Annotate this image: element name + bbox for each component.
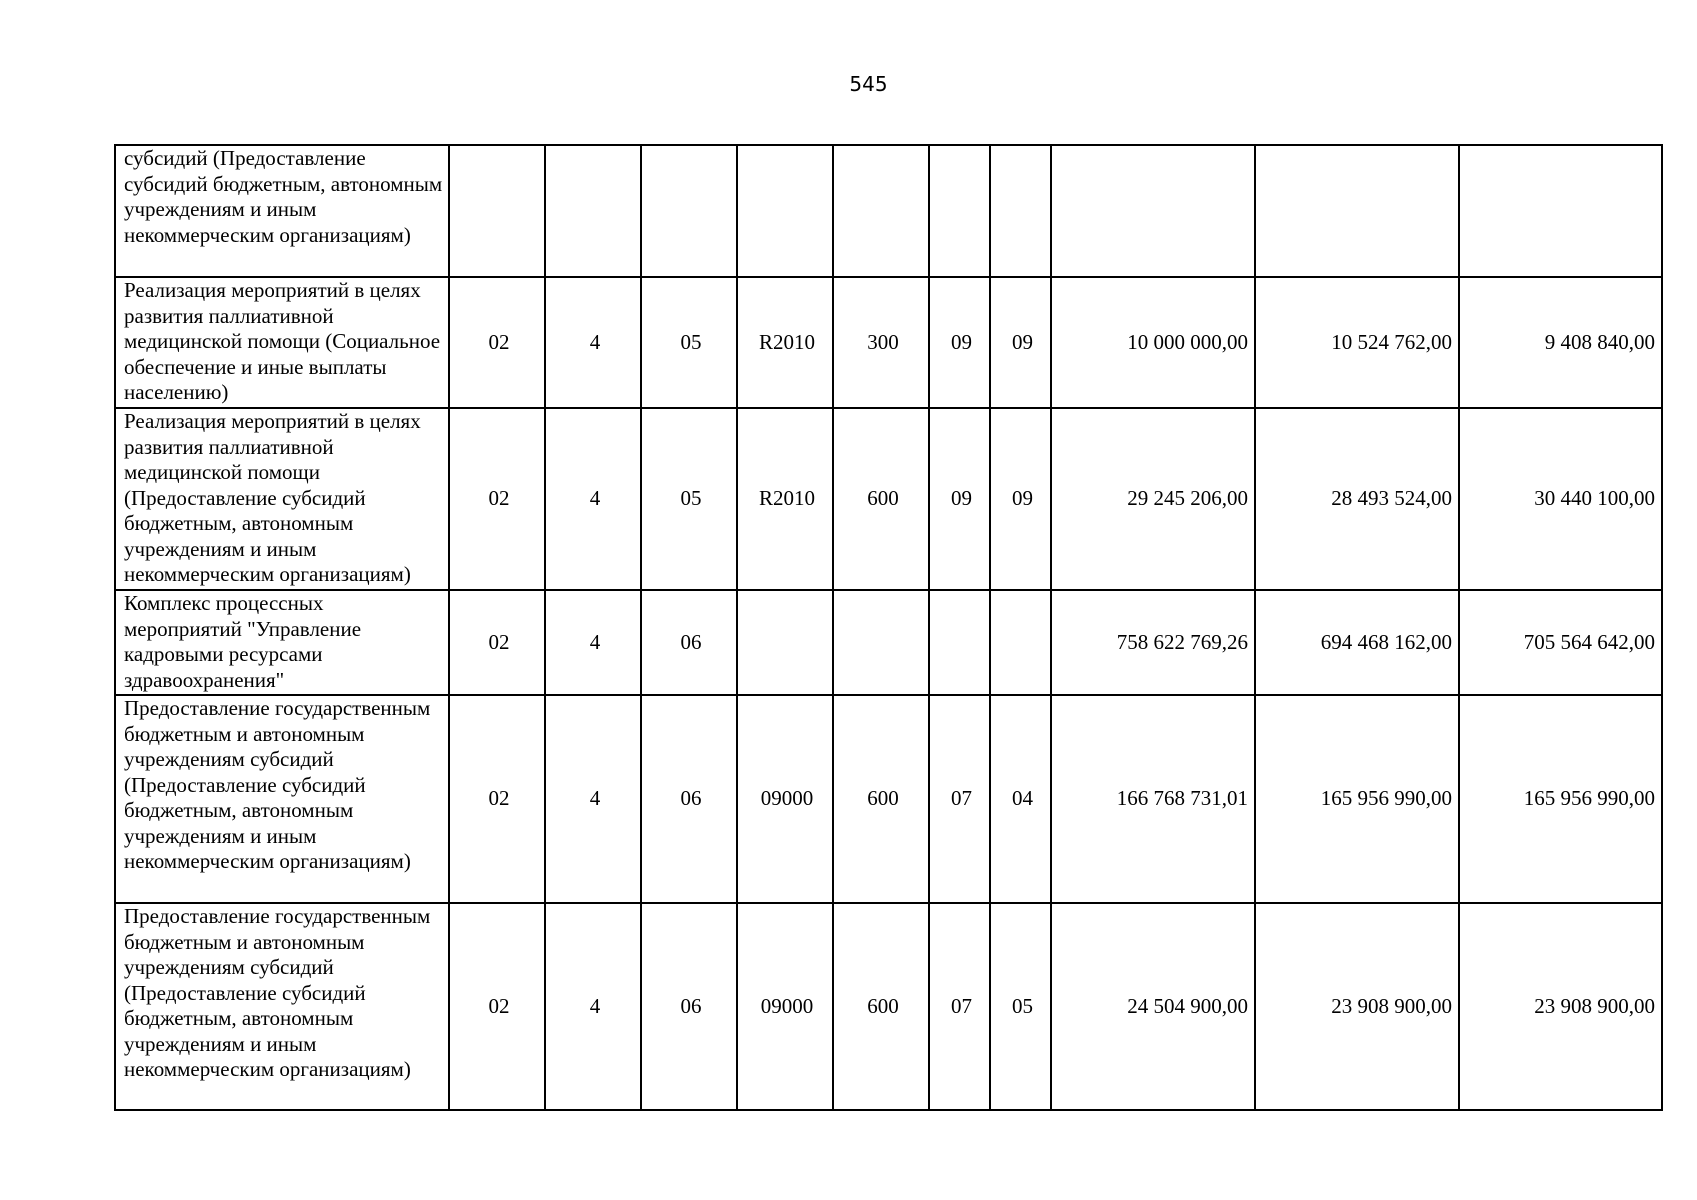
row-description: Реализация мероприятий в целях развития паллиативной медицинской помощи (Социальное обеспечение и иные выплаты населению) bbox=[115, 277, 449, 408]
amount-year-2: 165 956 990,00 bbox=[1255, 695, 1459, 903]
direction-code bbox=[737, 145, 833, 277]
table-row bbox=[115, 277, 1662, 408]
direction-code: R2010 bbox=[737, 408, 833, 590]
subprogram-code bbox=[545, 145, 641, 277]
table-row bbox=[115, 145, 1662, 277]
amount-year-3 bbox=[1459, 145, 1662, 277]
subsection-code bbox=[990, 145, 1051, 277]
direction-code: 09000 bbox=[737, 903, 833, 1110]
table-row bbox=[115, 590, 1662, 695]
budget-table bbox=[114, 144, 1663, 1111]
direction-code: R2010 bbox=[737, 277, 833, 408]
activity-code: 05 bbox=[641, 408, 737, 590]
amount-year-2: 23 908 900,00 bbox=[1255, 903, 1459, 1110]
amount-year-1: 758 622 769,26 bbox=[1051, 590, 1255, 695]
activity-code: 05 bbox=[641, 277, 737, 408]
amount-year-3: 23 908 900,00 bbox=[1459, 903, 1662, 1110]
program-code: 02 bbox=[449, 695, 545, 903]
page-number: 545 bbox=[849, 72, 888, 96]
amount-year-3: 9 408 840,00 bbox=[1459, 277, 1662, 408]
section-code: 09 bbox=[929, 277, 990, 408]
program-code: 02 bbox=[449, 277, 545, 408]
activity-code: 06 bbox=[641, 590, 737, 695]
section-code bbox=[929, 145, 990, 277]
row-description: субсидий (Предоставление субсидий бюджетным, автономным учреждениям и иным некоммерческим организациям) bbox=[115, 145, 449, 277]
amount-year-3: 705 564 642,00 bbox=[1459, 590, 1662, 695]
row-description: Предоставление государственным бюджетным и автономным учреждениям субсидий (Предоставление субсидий бюджетным, автономным учреждениям и иным некоммерческим организациям) bbox=[115, 695, 449, 903]
table-row bbox=[115, 903, 1662, 1110]
subsection-code: 09 bbox=[990, 277, 1051, 408]
row-description: Реализация мероприятий в целях развития паллиативной медицинской помощи (Предоставление субсидий бюджетным, автономным учреждениям и иным некоммерческим организациям) bbox=[115, 408, 449, 590]
section-code bbox=[929, 590, 990, 695]
direction-code bbox=[737, 590, 833, 695]
expense-type-code: 600 bbox=[833, 903, 929, 1110]
expense-type-code bbox=[833, 590, 929, 695]
amount-year-1: 24 504 900,00 bbox=[1051, 903, 1255, 1110]
program-code: 02 bbox=[449, 903, 545, 1110]
subprogram-code: 4 bbox=[545, 695, 641, 903]
subprogram-code: 4 bbox=[545, 408, 641, 590]
program-code: 02 bbox=[449, 408, 545, 590]
subsection-code: 04 bbox=[990, 695, 1051, 903]
subprogram-code: 4 bbox=[545, 903, 641, 1110]
subprogram-code: 4 bbox=[545, 277, 641, 408]
subprogram-code: 4 bbox=[545, 590, 641, 695]
expense-type-code bbox=[833, 145, 929, 277]
subsection-code: 09 bbox=[990, 408, 1051, 590]
amount-year-2: 694 468 162,00 bbox=[1255, 590, 1459, 695]
subsection-code: 05 bbox=[990, 903, 1051, 1110]
amount-year-1: 166 768 731,01 bbox=[1051, 695, 1255, 903]
activity-code: 06 bbox=[641, 903, 737, 1110]
section-code: 09 bbox=[929, 408, 990, 590]
activity-code: 06 bbox=[641, 695, 737, 903]
amount-year-1: 29 245 206,00 bbox=[1051, 408, 1255, 590]
program-code bbox=[449, 145, 545, 277]
row-description: Предоставление государственным бюджетным и автономным учреждениям субсидий (Предоставление субсидий бюджетным, автономным учреждениям и иным некоммерческим организациям) bbox=[115, 903, 449, 1110]
amount-year-2 bbox=[1255, 145, 1459, 277]
expense-type-code: 300 bbox=[833, 277, 929, 408]
amount-year-3: 30 440 100,00 bbox=[1459, 408, 1662, 590]
amount-year-2: 28 493 524,00 bbox=[1255, 408, 1459, 590]
expense-type-code: 600 bbox=[833, 695, 929, 903]
table-row bbox=[115, 695, 1662, 903]
amount-year-3: 165 956 990,00 bbox=[1459, 695, 1662, 903]
amount-year-1 bbox=[1051, 145, 1255, 277]
amount-year-1: 10 000 000,00 bbox=[1051, 277, 1255, 408]
table-row bbox=[115, 408, 1662, 590]
subsection-code bbox=[990, 590, 1051, 695]
amount-year-2: 10 524 762,00 bbox=[1255, 277, 1459, 408]
activity-code bbox=[641, 145, 737, 277]
row-description: Комплекс процессных мероприятий "Управление кадровыми ресурсами здравоохранения" bbox=[115, 590, 449, 695]
expense-type-code: 600 bbox=[833, 408, 929, 590]
program-code: 02 bbox=[449, 590, 545, 695]
section-code: 07 bbox=[929, 903, 990, 1110]
section-code: 07 bbox=[929, 695, 990, 903]
direction-code: 09000 bbox=[737, 695, 833, 903]
